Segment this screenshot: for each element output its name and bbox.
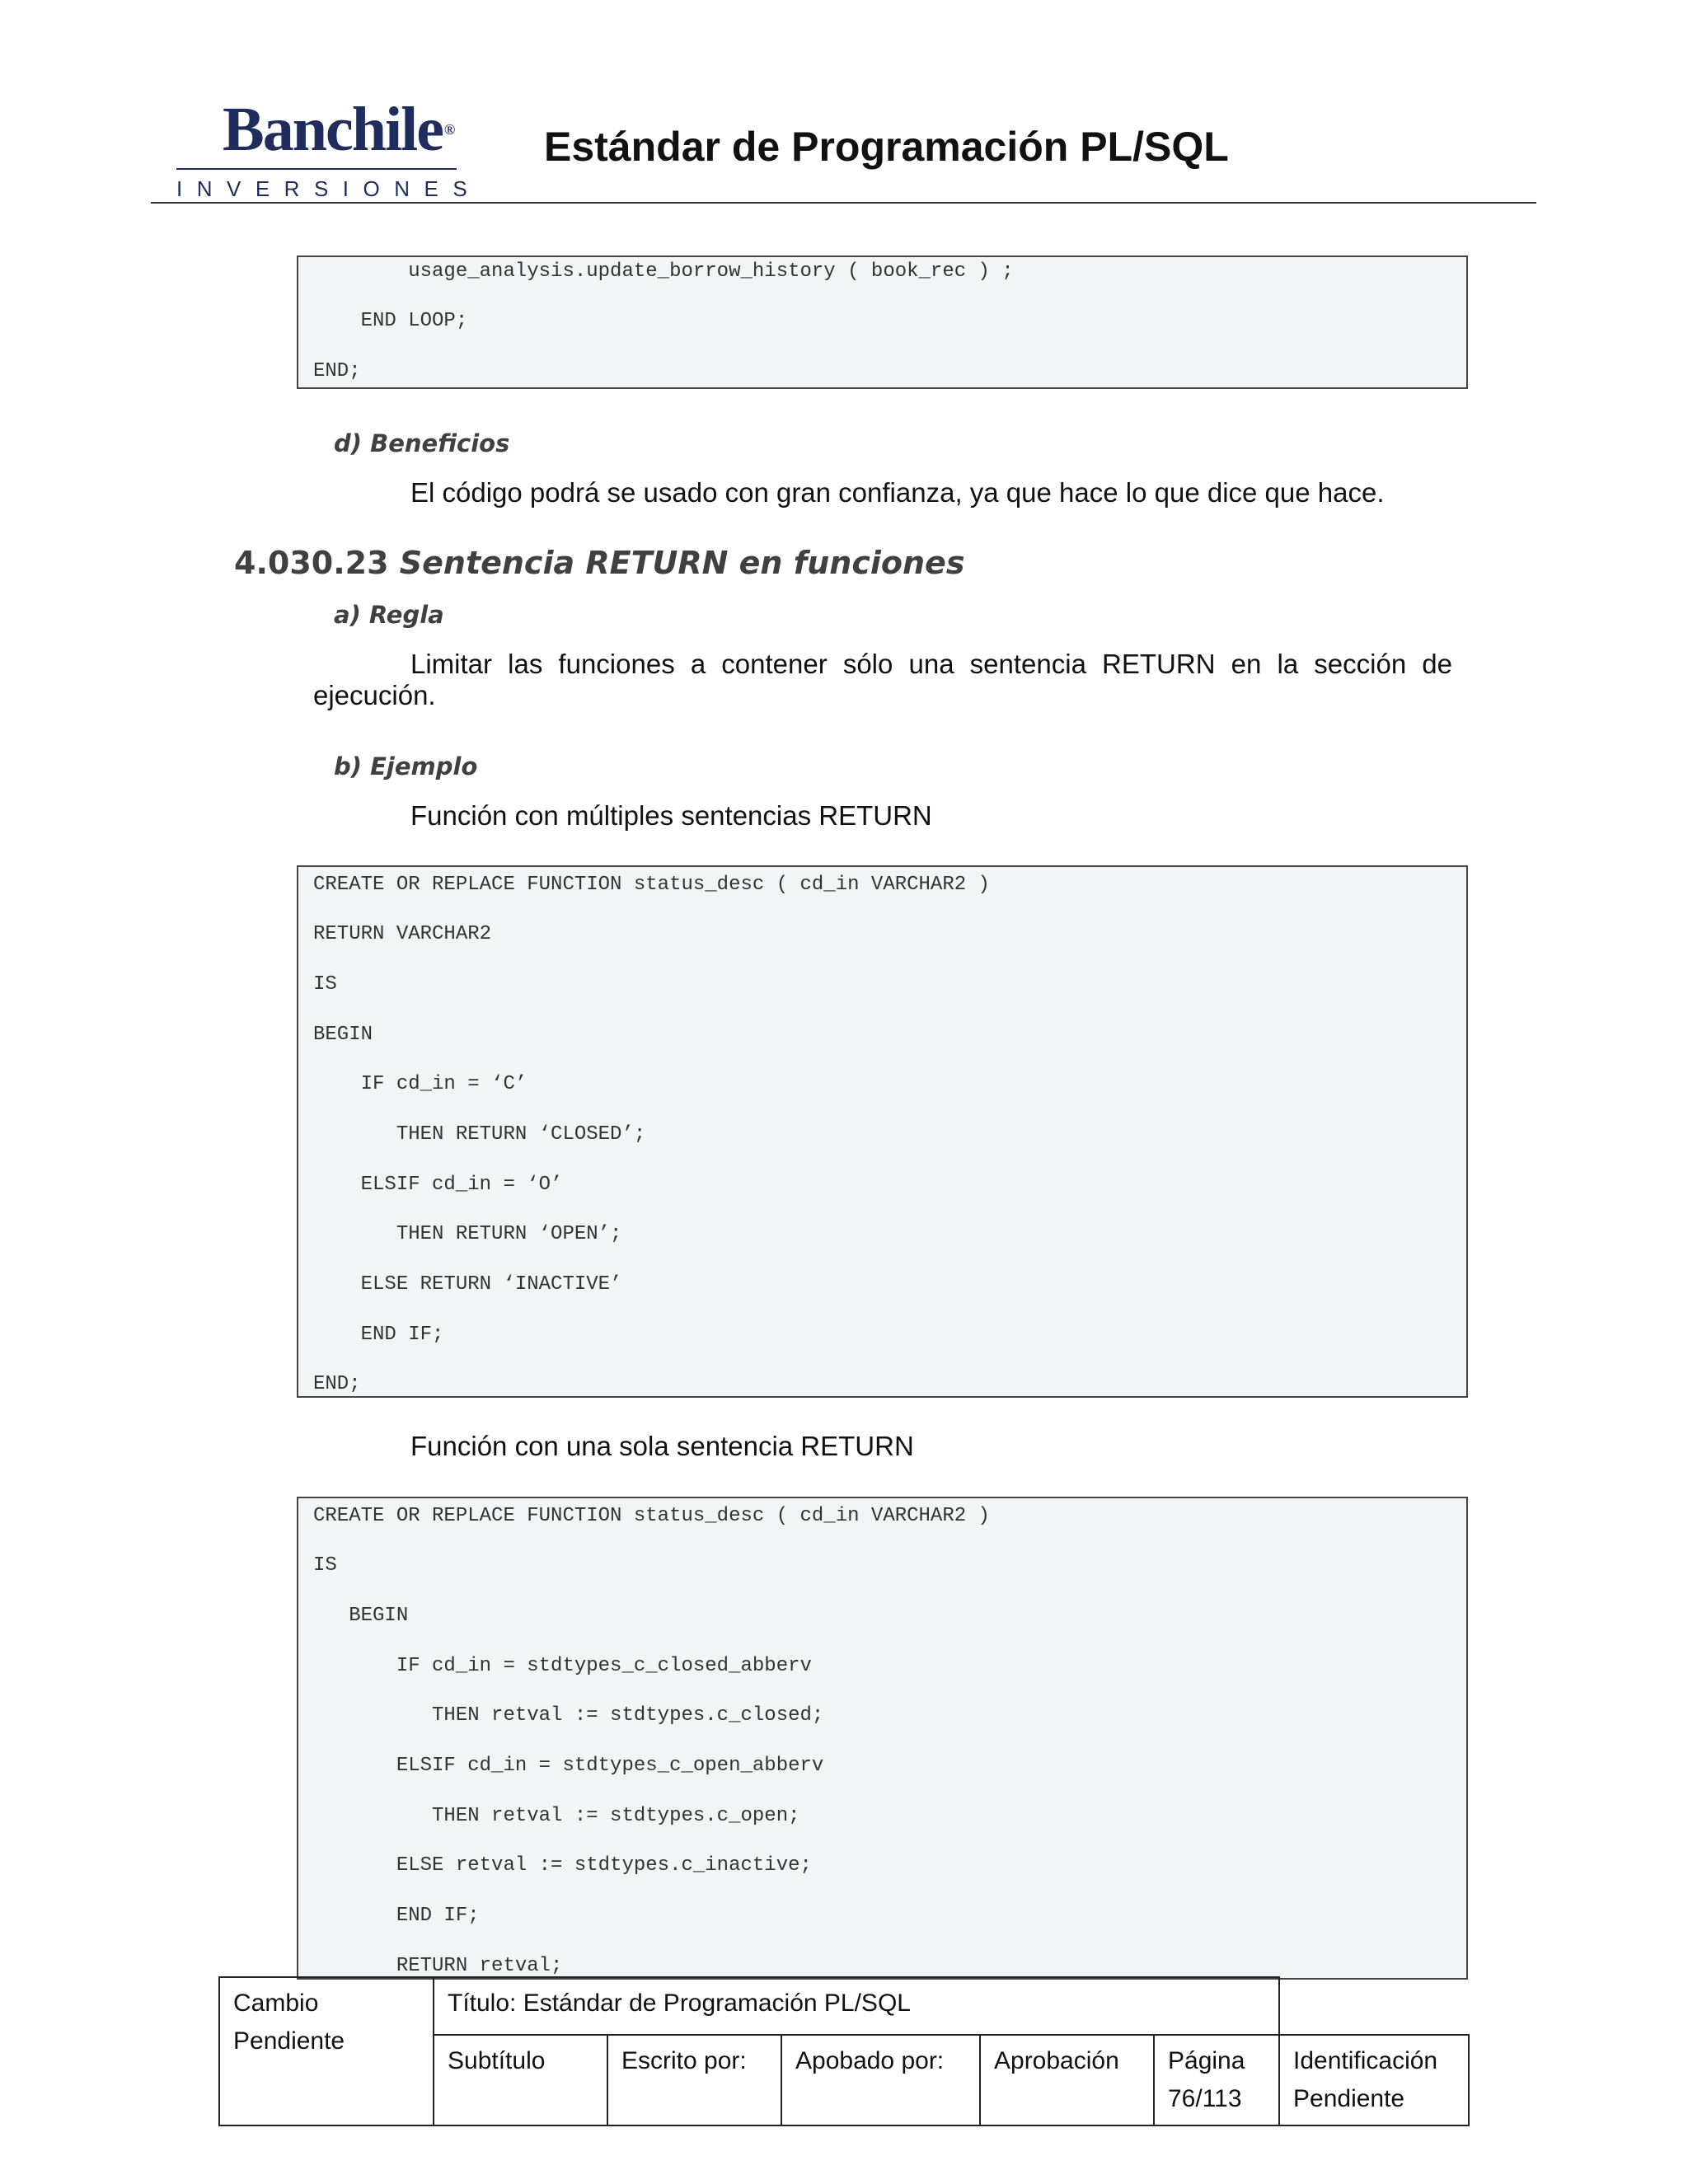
page-label: Página: [1168, 2047, 1245, 2074]
rule-text-line1: Limitar las funciones a contener sólo una sentencia RETURN en la sección de: [410, 649, 1452, 679]
code-line: THEN RETURN ‘OPEN’;: [313, 1223, 622, 1245]
code-line: IF cd_in = ‘C’: [313, 1073, 528, 1095]
code-line: BEGIN: [313, 1024, 373, 1046]
code-line: END;: [313, 1373, 361, 1395]
code-line: ELSE RETURN ‘INACTIVE’: [313, 1273, 622, 1296]
code-line: ELSE retval := stdtypes.c_inactive;: [313, 1854, 812, 1877]
section-heading: [234, 544, 964, 582]
code-line: CREATE OR REPLACE FUNCTION status_desc ( cd_in VARCHAR2 ): [313, 874, 990, 896]
code-line: IF cd_in = stdtypes_c_closed_abberv: [313, 1655, 812, 1677]
code-line: usage_analysis.update_borrow_history ( book_rec ) ;: [313, 260, 1014, 283]
logo-subtitle: INVERSIONES: [176, 176, 482, 201]
section-title: Sentencia RETURN en funciones: [399, 545, 965, 581]
code-line: IS: [313, 973, 337, 996]
document-title: Estándar de Programación PL/SQL: [544, 124, 1229, 170]
footer-cell-pagina: [1154, 2035, 1279, 2125]
section-number: 4.030.23: [234, 545, 389, 581]
footer-cell-identificacion: Identificación Pendiente: [1279, 2035, 1469, 2125]
code-line: ELSIF cd_in = ‘O’: [313, 1174, 563, 1196]
code-line: END IF;: [313, 1905, 480, 1927]
rule-heading: a) Regla: [334, 601, 444, 629]
footer-cell-cambio: Cambio Pendiente: [219, 1977, 434, 2125]
footer-cell-subtitulo: Subtítulo: [434, 2035, 607, 2125]
code-line: END IF;: [313, 1324, 444, 1346]
footer-cell-apobado: Apobado por:: [781, 2035, 980, 2125]
logo-rule: [176, 168, 457, 170]
code-line: RETURN VARCHAR2: [313, 923, 492, 945]
code-line: CREATE OR REPLACE FUNCTION status_desc ( cd_in VARCHAR2 ): [313, 1505, 990, 1527]
page-number: 76/113: [1168, 2085, 1242, 2112]
company-logo: [173, 92, 482, 204]
code-line: ELSIF cd_in = stdtypes_c_open_abberv: [313, 1755, 824, 1777]
code-line: BEGIN: [313, 1605, 409, 1627]
code-line: THEN retval := stdtypes.c_open;: [313, 1805, 800, 1827]
rule-text-line2: ejecución.: [313, 680, 436, 710]
code-line: RETURN retval;: [313, 1955, 563, 1977]
header-divider: [151, 202, 1536, 204]
example-heading: b) Ejemplo: [334, 752, 478, 780]
code-line: END LOOP;: [313, 310, 468, 332]
logo-brand: Banchile ®: [223, 95, 454, 164]
code-line: THEN retval := stdtypes.c_closed;: [313, 1704, 824, 1727]
code-block-loop-end: [297, 255, 1468, 389]
footer-cell-aprobacion: Aprobación: [980, 2035, 1154, 2125]
footer-cell-escrito: Escrito por:: [607, 2035, 781, 2125]
footer-table: [218, 1976, 1470, 2126]
code-line: THEN RETURN ‘CLOSED’;: [313, 1123, 646, 1146]
example-caption-single: Función con una sola sentencia RETURN: [410, 1431, 914, 1461]
benefits-text: El código podrá se usado con gran confianza, ya que hace lo que dice que hace.: [410, 477, 1385, 508]
code-block-multi-return: [297, 865, 1468, 1398]
benefits-heading: d) Beneficios: [334, 429, 510, 457]
footer-cell-titulo: Título: Estándar de Programación PL/SQL: [434, 1977, 1279, 2035]
code-block-single-return: [297, 1497, 1468, 1980]
code-line: IS: [313, 1554, 337, 1577]
example-caption-multi: Función con múltiples sentencias RETURN: [410, 800, 932, 831]
code-line: END;: [313, 360, 361, 382]
